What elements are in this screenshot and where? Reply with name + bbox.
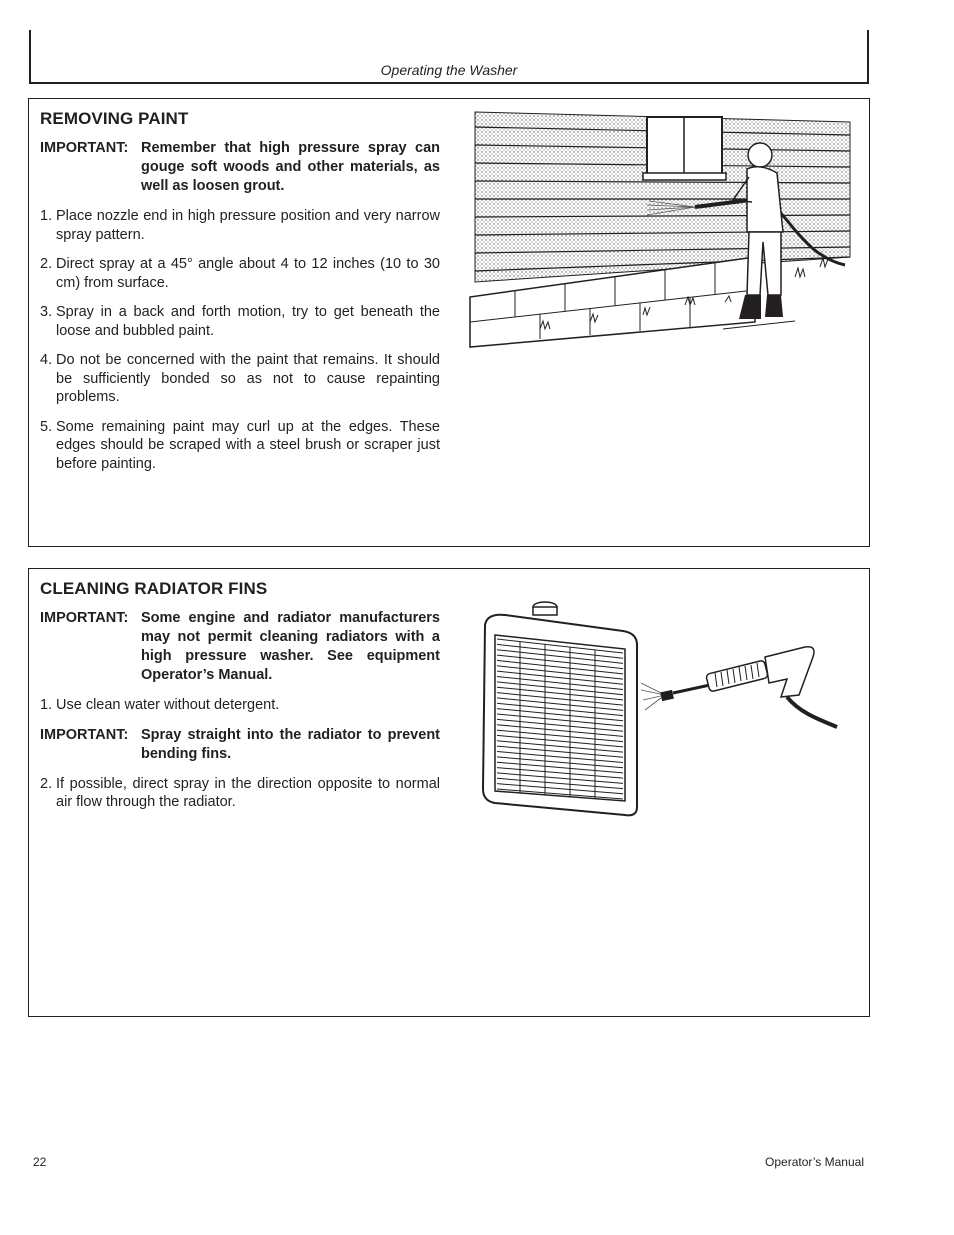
important-note [40, 726, 440, 764]
radiator-cleaning-illustration [465, 595, 865, 820]
important-note [40, 609, 440, 685]
important-label: IMPORTANT: [40, 610, 129, 626]
list-item [40, 775, 440, 812]
list-item [40, 418, 440, 474]
section-title: REMOVING PAINT [40, 109, 189, 128]
important-text: Remember that high pressure spray can gouge soft woods and other materials, as well as loosen grout. [141, 140, 440, 194]
step-number: 2. [40, 256, 53, 272]
step-number: 1. [40, 208, 53, 224]
important-text: Spray straight into the radiator to prevent bending fins. [141, 726, 440, 762]
section-title: CLEANING RADIATOR FINS [40, 579, 268, 598]
important-label: IMPORTANT: [40, 140, 129, 156]
section-text-column [40, 579, 440, 823]
manual-name: Operator’s Manual [765, 1155, 864, 1169]
step-number: 5. [40, 418, 53, 435]
important-note [40, 139, 440, 196]
step-text: Place nozzle end in high pressure position and very narrow spray pattern. [56, 208, 440, 243]
step-number: 4. [40, 352, 53, 368]
list-item [40, 303, 440, 340]
list-item [40, 207, 440, 244]
step-text: Direct spray at a 45° angle about 4 to 12 inches (10 to 30 cm) from surface. [56, 256, 440, 291]
list-item [40, 255, 440, 292]
step-text: Spray in a back and forth motion, try to get beneath the loose and bubbled paint. [56, 304, 440, 339]
step-number: 3. [40, 304, 53, 320]
removing-paint-illustration [465, 107, 865, 357]
step-number: 2. [40, 775, 53, 792]
list-item [40, 696, 440, 715]
page-number: 22 [33, 1155, 47, 1169]
step-text: Use clean water without detergent. [56, 697, 280, 713]
important-label: IMPORTANT: [40, 726, 129, 743]
step-number: 1. [40, 697, 53, 713]
section-text-column [40, 109, 440, 484]
section-cleaning-radiator-fins [28, 568, 870, 1017]
step-text: If possible, direct spray in the direction opposite to normal air flow through the radiator. [56, 775, 440, 810]
list-item [40, 351, 440, 407]
section-removing-paint [28, 98, 870, 547]
page-header-title: Operating the Washer [380, 62, 518, 78]
important-text: Some engine and radiator manufacturers may not permit cleaning radiators with a high pressure washer. See equipment Operator’s Manual. [141, 610, 440, 683]
step-text: Some remaining paint may curl up at the edges. These edges should be scraped with a steel brush or scraper just before painting. [56, 418, 440, 472]
step-text: Do not be concerned with the paint that remains. It should be sufficiently bonded so as not to cause repainting problems. [56, 352, 440, 405]
header-frame [29, 30, 869, 84]
